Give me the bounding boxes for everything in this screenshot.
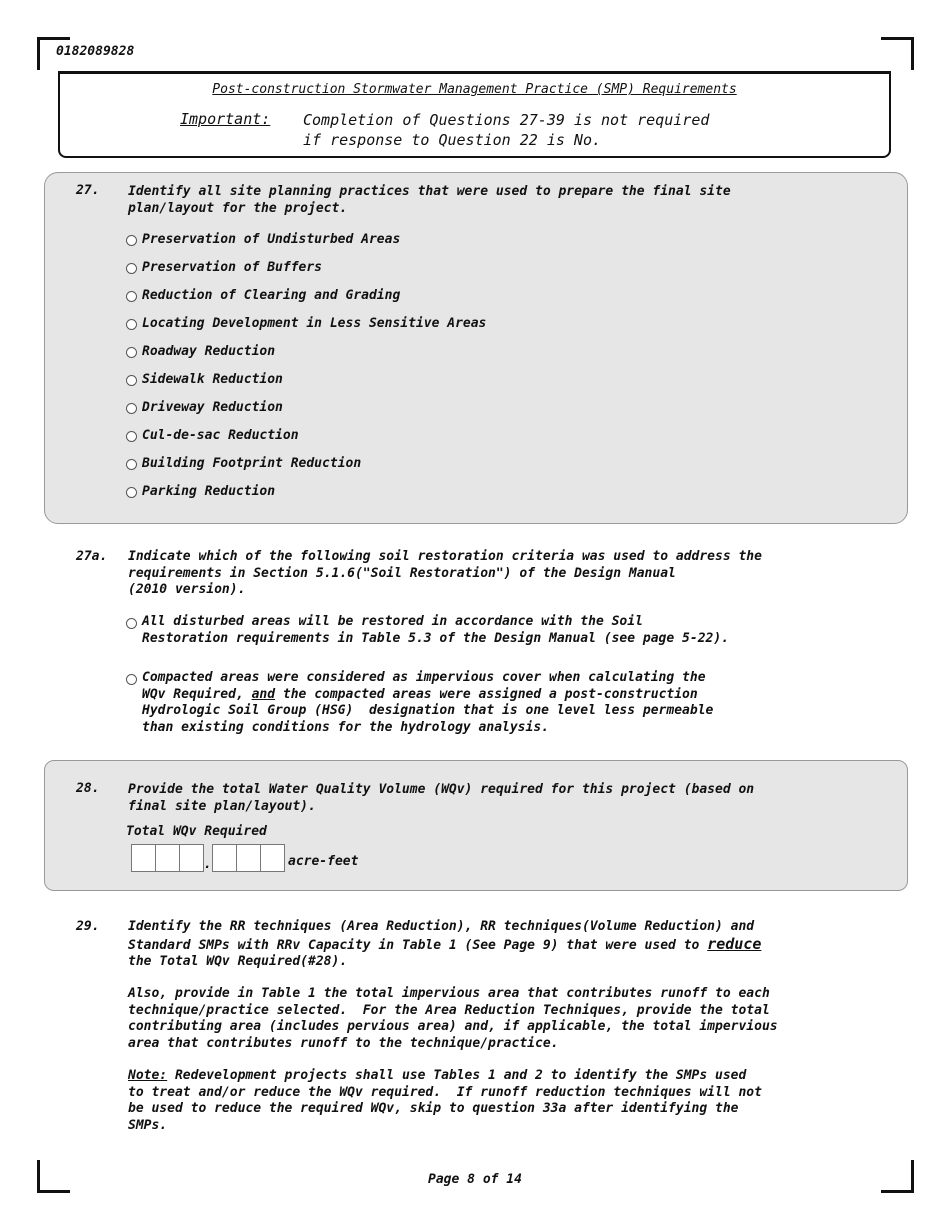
option-line-4: than existing conditions for the hydrology analysis. xyxy=(142,719,549,735)
question-29-line-1: Identify the RR techniques (Area Reduction), RR techniques(Volume Reduction) and xyxy=(128,919,755,934)
option-label xyxy=(142,670,713,736)
option-buffers[interactable] xyxy=(126,259,322,276)
important-line-1: Completion of Questions 27-39 is not required xyxy=(303,111,710,129)
section-title: Post-construction Stormwater Management Practice (SMP) Requirements xyxy=(212,82,737,97)
option-label: Preservation of Undisturbed Areas xyxy=(142,232,401,247)
option-driveway-reduction[interactable] xyxy=(126,399,283,416)
digit-box[interactable] xyxy=(155,844,180,872)
option-line-1: All disturbed areas will be restored in accordance with the Soil xyxy=(142,614,643,629)
option-label xyxy=(142,614,729,647)
question-27a-number: 27a. xyxy=(76,549,108,564)
radio-button[interactable] xyxy=(126,431,137,442)
option-line-2 xyxy=(142,687,713,704)
document-number: 0182089828 xyxy=(56,44,135,59)
option-line-3: Hydrologic Soil Group (HSG) designation that is one level less permeable xyxy=(142,703,714,718)
digit-box[interactable] xyxy=(179,844,204,872)
note-line-4: SMPs. xyxy=(128,1117,168,1133)
page-number: Page 8 of 14 xyxy=(428,1172,522,1187)
digit-box[interactable] xyxy=(131,844,156,872)
option-clearing-grading[interactable] xyxy=(126,287,400,304)
digit-box[interactable] xyxy=(236,844,261,872)
question-27a-line-3: (2010 version). xyxy=(128,582,246,597)
note-line-1 xyxy=(128,1068,918,1085)
paragraph-line: area that contributes runoff to the technique/practice. xyxy=(128,1035,559,1051)
decimal-point: . xyxy=(203,857,212,872)
option-label: Driveway Reduction xyxy=(142,400,283,415)
question-29-line-3: the Total WQv Required(#28). xyxy=(128,954,348,969)
total-wqv-input[interactable] xyxy=(131,844,358,872)
option-label: Preservation of Buffers xyxy=(142,260,323,275)
radio-button[interactable] xyxy=(126,291,137,302)
option-roadway-reduction[interactable] xyxy=(126,343,275,360)
question-29-paragraph-1 xyxy=(128,919,918,971)
digit-box[interactable] xyxy=(260,844,285,872)
question-27-number: 27. xyxy=(76,183,100,198)
option-building-footprint-reduction[interactable] xyxy=(126,455,361,472)
question-28-number: 28. xyxy=(76,781,100,796)
option-sidewalk-reduction[interactable] xyxy=(126,371,283,388)
question-27-line-1: Identify all site planning practices that were used to prepare the final site xyxy=(128,184,731,199)
emphasis-and: and xyxy=(251,686,276,702)
radio-button[interactable] xyxy=(126,403,137,414)
total-wqv-label: Total WQv Required xyxy=(126,824,267,839)
note-line-2: to treat and/or reduce the WQv required. If runoff reduction techniques will not xyxy=(128,1084,762,1100)
question-29-note xyxy=(128,1068,918,1134)
option-cul-de-sac-reduction[interactable] xyxy=(126,427,299,444)
option-undisturbed-areas[interactable] xyxy=(126,231,400,248)
option-parking-reduction[interactable] xyxy=(126,483,275,500)
option-label: Sidewalk Reduction xyxy=(142,372,283,387)
option-label: Locating Development in Less Sensitive Areas xyxy=(142,316,487,331)
important-line-2: if response to Question 22 is No. xyxy=(303,131,602,149)
section-header xyxy=(58,72,891,158)
option-label: Roadway Reduction xyxy=(142,344,276,359)
question-28-text xyxy=(128,781,898,815)
digit-box[interactable] xyxy=(212,844,237,872)
option-text: WQv Required, xyxy=(142,686,244,702)
question-27a-line-2: requirements in Section 5.1.6("Soil Restoration") of the Design Manual xyxy=(128,565,676,581)
question-27-line-2: plan/layout for the project. xyxy=(128,201,348,216)
question-29-text: Standard SMPs with RRv Capacity in Table 1 (See Page 9) that were used to xyxy=(128,937,700,953)
option-less-sensitive-areas[interactable] xyxy=(126,315,486,332)
paragraph-line: Also, provide in Table 1 the total impervious area that contributes runoff to each xyxy=(128,986,770,1001)
option-label: Building Footprint Reduction xyxy=(142,456,362,471)
note-text: Redevelopment projects shall use Tables 1 and 2 to identify the SMPs used xyxy=(174,1068,747,1083)
question-27a-text xyxy=(128,549,898,599)
emphasis-reduce: reduce xyxy=(707,934,762,953)
note-label: Note: xyxy=(128,1068,168,1083)
option-line-1: Compacted areas were considered as impervious cover when calculating the xyxy=(142,670,706,685)
paragraph-line: technique/practice selected. For the Area Reduction Techniques, provide the total xyxy=(128,1002,770,1018)
units-label: acre-feet xyxy=(288,854,359,869)
option-label: Cul-de-sac Reduction xyxy=(142,428,299,443)
radio-button[interactable] xyxy=(126,459,137,470)
corner-mark-top-right xyxy=(881,37,914,70)
question-29-line-2 xyxy=(128,936,918,955)
radio-button[interactable] xyxy=(126,674,137,685)
option-label: Parking Reduction xyxy=(142,484,276,499)
paragraph-line: contributing area (includes pervious area) and, if applicable, the total impervious xyxy=(128,1019,778,1034)
radio-button[interactable] xyxy=(126,618,137,629)
option-compacted-areas-impervious[interactable] xyxy=(126,670,713,736)
question-28-line-1: Provide the total Water Quality Volume (WQv) required for this project (based on xyxy=(128,782,755,797)
question-29-paragraph-2 xyxy=(128,986,918,1052)
radio-button[interactable] xyxy=(126,487,137,498)
radio-button[interactable] xyxy=(126,347,137,358)
question-27a-line-1: Indicate which of the following soil restoration criteria was used to address the xyxy=(128,549,762,564)
important-label: Important: xyxy=(180,110,271,128)
radio-button[interactable] xyxy=(126,263,137,274)
radio-button[interactable] xyxy=(126,375,137,386)
radio-button[interactable] xyxy=(126,235,137,246)
question-27-text xyxy=(128,183,888,217)
question-29-number: 29. xyxy=(76,919,100,934)
radio-button[interactable] xyxy=(126,319,137,330)
option-line-2: Restoration requirements in Table 5.3 of the Design Manual (see page 5-22). xyxy=(142,630,729,646)
note-line-3: be used to reduce the required WQv, skip to question 33a after identifying the xyxy=(128,1101,739,1116)
option-restore-disturbed-areas[interactable] xyxy=(126,614,729,647)
option-text: the compacted areas were assigned a post-construction xyxy=(282,686,698,702)
option-label: Reduction of Clearing and Grading xyxy=(142,288,401,303)
question-28-line-2: final site plan/layout). xyxy=(128,799,316,814)
important-message xyxy=(303,110,863,150)
